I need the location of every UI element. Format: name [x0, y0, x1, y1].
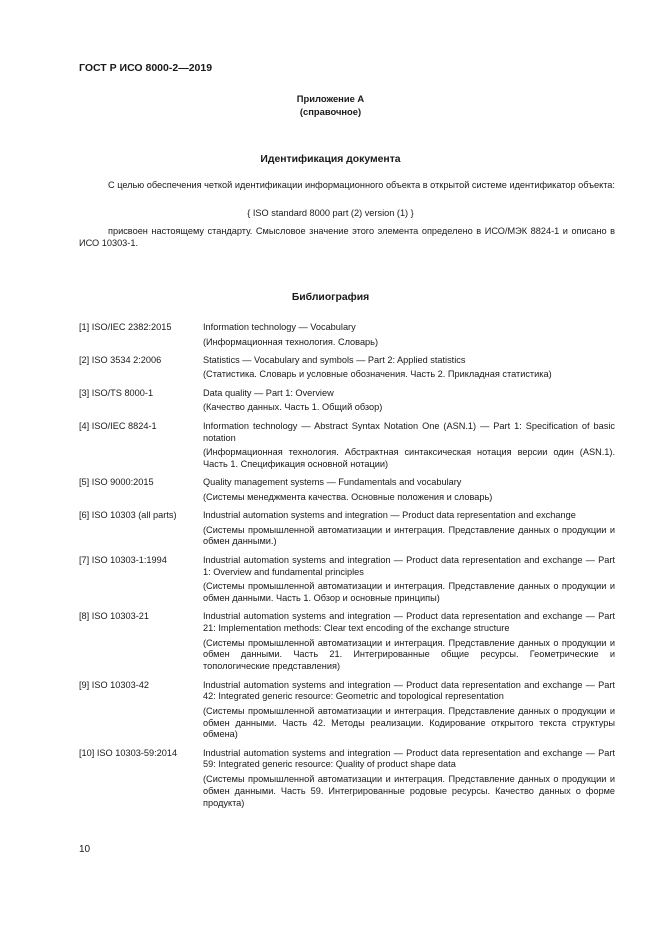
bibliography-title-ru: (Системы промышленной автоматизации и интеграция. Представление данных о продукции и обмен данными. Часть 21. Интегрированные общие ресурсы. Геометрические и топологические представления)	[203, 637, 615, 672]
bibliography-item	[79, 421, 615, 471]
bibliography-ref: [4] ISO/IEC 8824-1	[79, 420, 157, 431]
bibliography-item	[79, 611, 615, 673]
bibliography-entry	[203, 355, 615, 381]
bibliography-title-en: Quality management systems — Fundamentals and vocabulary	[203, 477, 462, 488]
bibliography-title-ru: (Системы промышленной автоматизации и интеграция. Представление данных о продукции и обмен данными.)	[203, 524, 615, 547]
identification-heading: Идентификация документа	[260, 154, 401, 165]
bibliography-item	[79, 355, 615, 381]
bibliography-entry	[203, 510, 615, 548]
bibliography-title-en: Information technology — Abstract Syntax Notation One (ASN.1) — Part 1: Specification of basic notation	[203, 420, 615, 443]
bibliography-ref: [6] ISO 10303 (all parts)	[79, 510, 177, 521]
bibliography-ref: [8] ISO 10303-21	[79, 611, 149, 622]
identification-paragraph-2: присвоен настоящему стандарту. Смысловое значение этого элемента определено в ИСО/МЭК 8824-1 и описано в ИСО 10303-1.	[79, 226, 615, 248]
bibliography-item	[79, 680, 615, 742]
bibliography-ref: [7] ISO 10303-1:1994	[79, 554, 167, 565]
bibliography-entry	[203, 555, 615, 605]
bibliography-title-en: Information technology — Vocabulary	[203, 322, 356, 332]
bibliography-item	[79, 555, 615, 605]
bibliography-title-en: Industrial automation systems and integration — Product data representation and exchange — Part 21: Implementation methods: Clear text encoding of the exchange structure	[203, 611, 615, 634]
annex-title: Приложение А	[296, 93, 365, 104]
bibliography-list	[79, 322, 615, 816]
bibliography-title-ru: (Информационная технология. Словарь)	[203, 336, 379, 347]
bibliography-title-ru: (Системы промышленной автоматизации и интеграция. Представление данных о продукции и обмен данными. Часть 59. Интегрированные родовые ресурсы. Качество данных о форме продукта)	[203, 774, 615, 808]
bibliography-title-ru: (Статистика. Словарь и условные обозначения. Часть 2. Прикладная статистика)	[203, 369, 552, 380]
bibliography-ref: [9] ISO 10303-42	[79, 679, 149, 690]
bibliography-ref: [5] ISO 9000:2015	[79, 477, 154, 488]
bibliography-title-ru: (Информационная технология. Абстрактная синтаксическая нотация версии один (ASN.1). Часть 1. Спецификация основной нотации)	[203, 447, 615, 469]
identification-paragraph: С целью обеспечения четкой идентификации информационного объекта в открытой системе идентификатор объекта:	[108, 180, 615, 190]
bibliography-entry	[203, 748, 615, 810]
object-identifier: { ISO standard 8000 part (2) version (1) }	[247, 208, 414, 218]
bibliography-heading: Библиография	[291, 292, 370, 303]
bibliography-entry	[203, 388, 615, 414]
bibliography-item	[79, 477, 615, 503]
bibliography-title-en: Data quality — Part 1: Overview	[203, 387, 334, 398]
bibliography-title-ru: (Системы промышленной автоматизации и интеграция. Представление данных о продукции и обмен данными. Часть 1. Обзор и основные принципы)	[203, 581, 615, 603]
bibliography-ref: [10] ISO 10303-59:2014	[79, 747, 178, 758]
bibliography-item	[79, 510, 615, 548]
bibliography-entry	[203, 421, 615, 471]
bibliography-ref: [2] ISO 3534 2:2006	[79, 354, 162, 365]
bibliography-title-en: Industrial automation systems and integration — Product data representation and exchange — Part 42: Integrated generic resource: Geometric and topological representation	[203, 679, 615, 702]
bibliography-entry	[203, 477, 615, 503]
bibliography-ref: [1] ISO/IEC 2382:2015	[79, 322, 172, 332]
annex-heading	[0, 92, 661, 118]
bibliography-title-en: Industrial automation systems and integration — Product data representation and exchange	[203, 510, 576, 521]
bibliography-title-ru: (Системы промышленной автоматизации и интеграция. Представление данных о продукции и обмен данными. Часть 42. Методы реализации. Кодирование открытого текста структуры обмена)	[203, 705, 615, 740]
bibliography-title-en: Statistics — Vocabulary and symbols — Part 2: Applied statistics	[203, 354, 466, 365]
bibliography-item	[79, 748, 615, 810]
document-code: ГОСТ Р ИСО 8000-2—2019	[79, 62, 213, 74]
bibliography-entry	[203, 611, 615, 673]
bibliography-title-en: Industrial automation systems and integration — Product data representation and exchange — Part 59: Integrated generic resource: Quality of product shape data	[203, 747, 615, 770]
page-number: 10	[79, 844, 91, 855]
bibliography-title-ru: (Качество данных. Часть 1. Общий обзор)	[203, 402, 383, 413]
bibliography-ref: [3] ISO/TS 8000-1	[79, 387, 154, 398]
bibliography-entry	[203, 680, 615, 742]
bibliography-item	[79, 388, 615, 414]
bibliography-entry	[203, 322, 615, 348]
bibliography-item	[79, 322, 615, 348]
bibliography-title-ru: (Системы менеджмента качества. Основные положения и словарь)	[203, 491, 493, 502]
annex-subtitle: (справочное)	[299, 106, 362, 117]
bibliography-title-en: Industrial automation systems and integration — Product data representation and exchange — Part 1: Overview and fundamental principles	[203, 554, 615, 577]
